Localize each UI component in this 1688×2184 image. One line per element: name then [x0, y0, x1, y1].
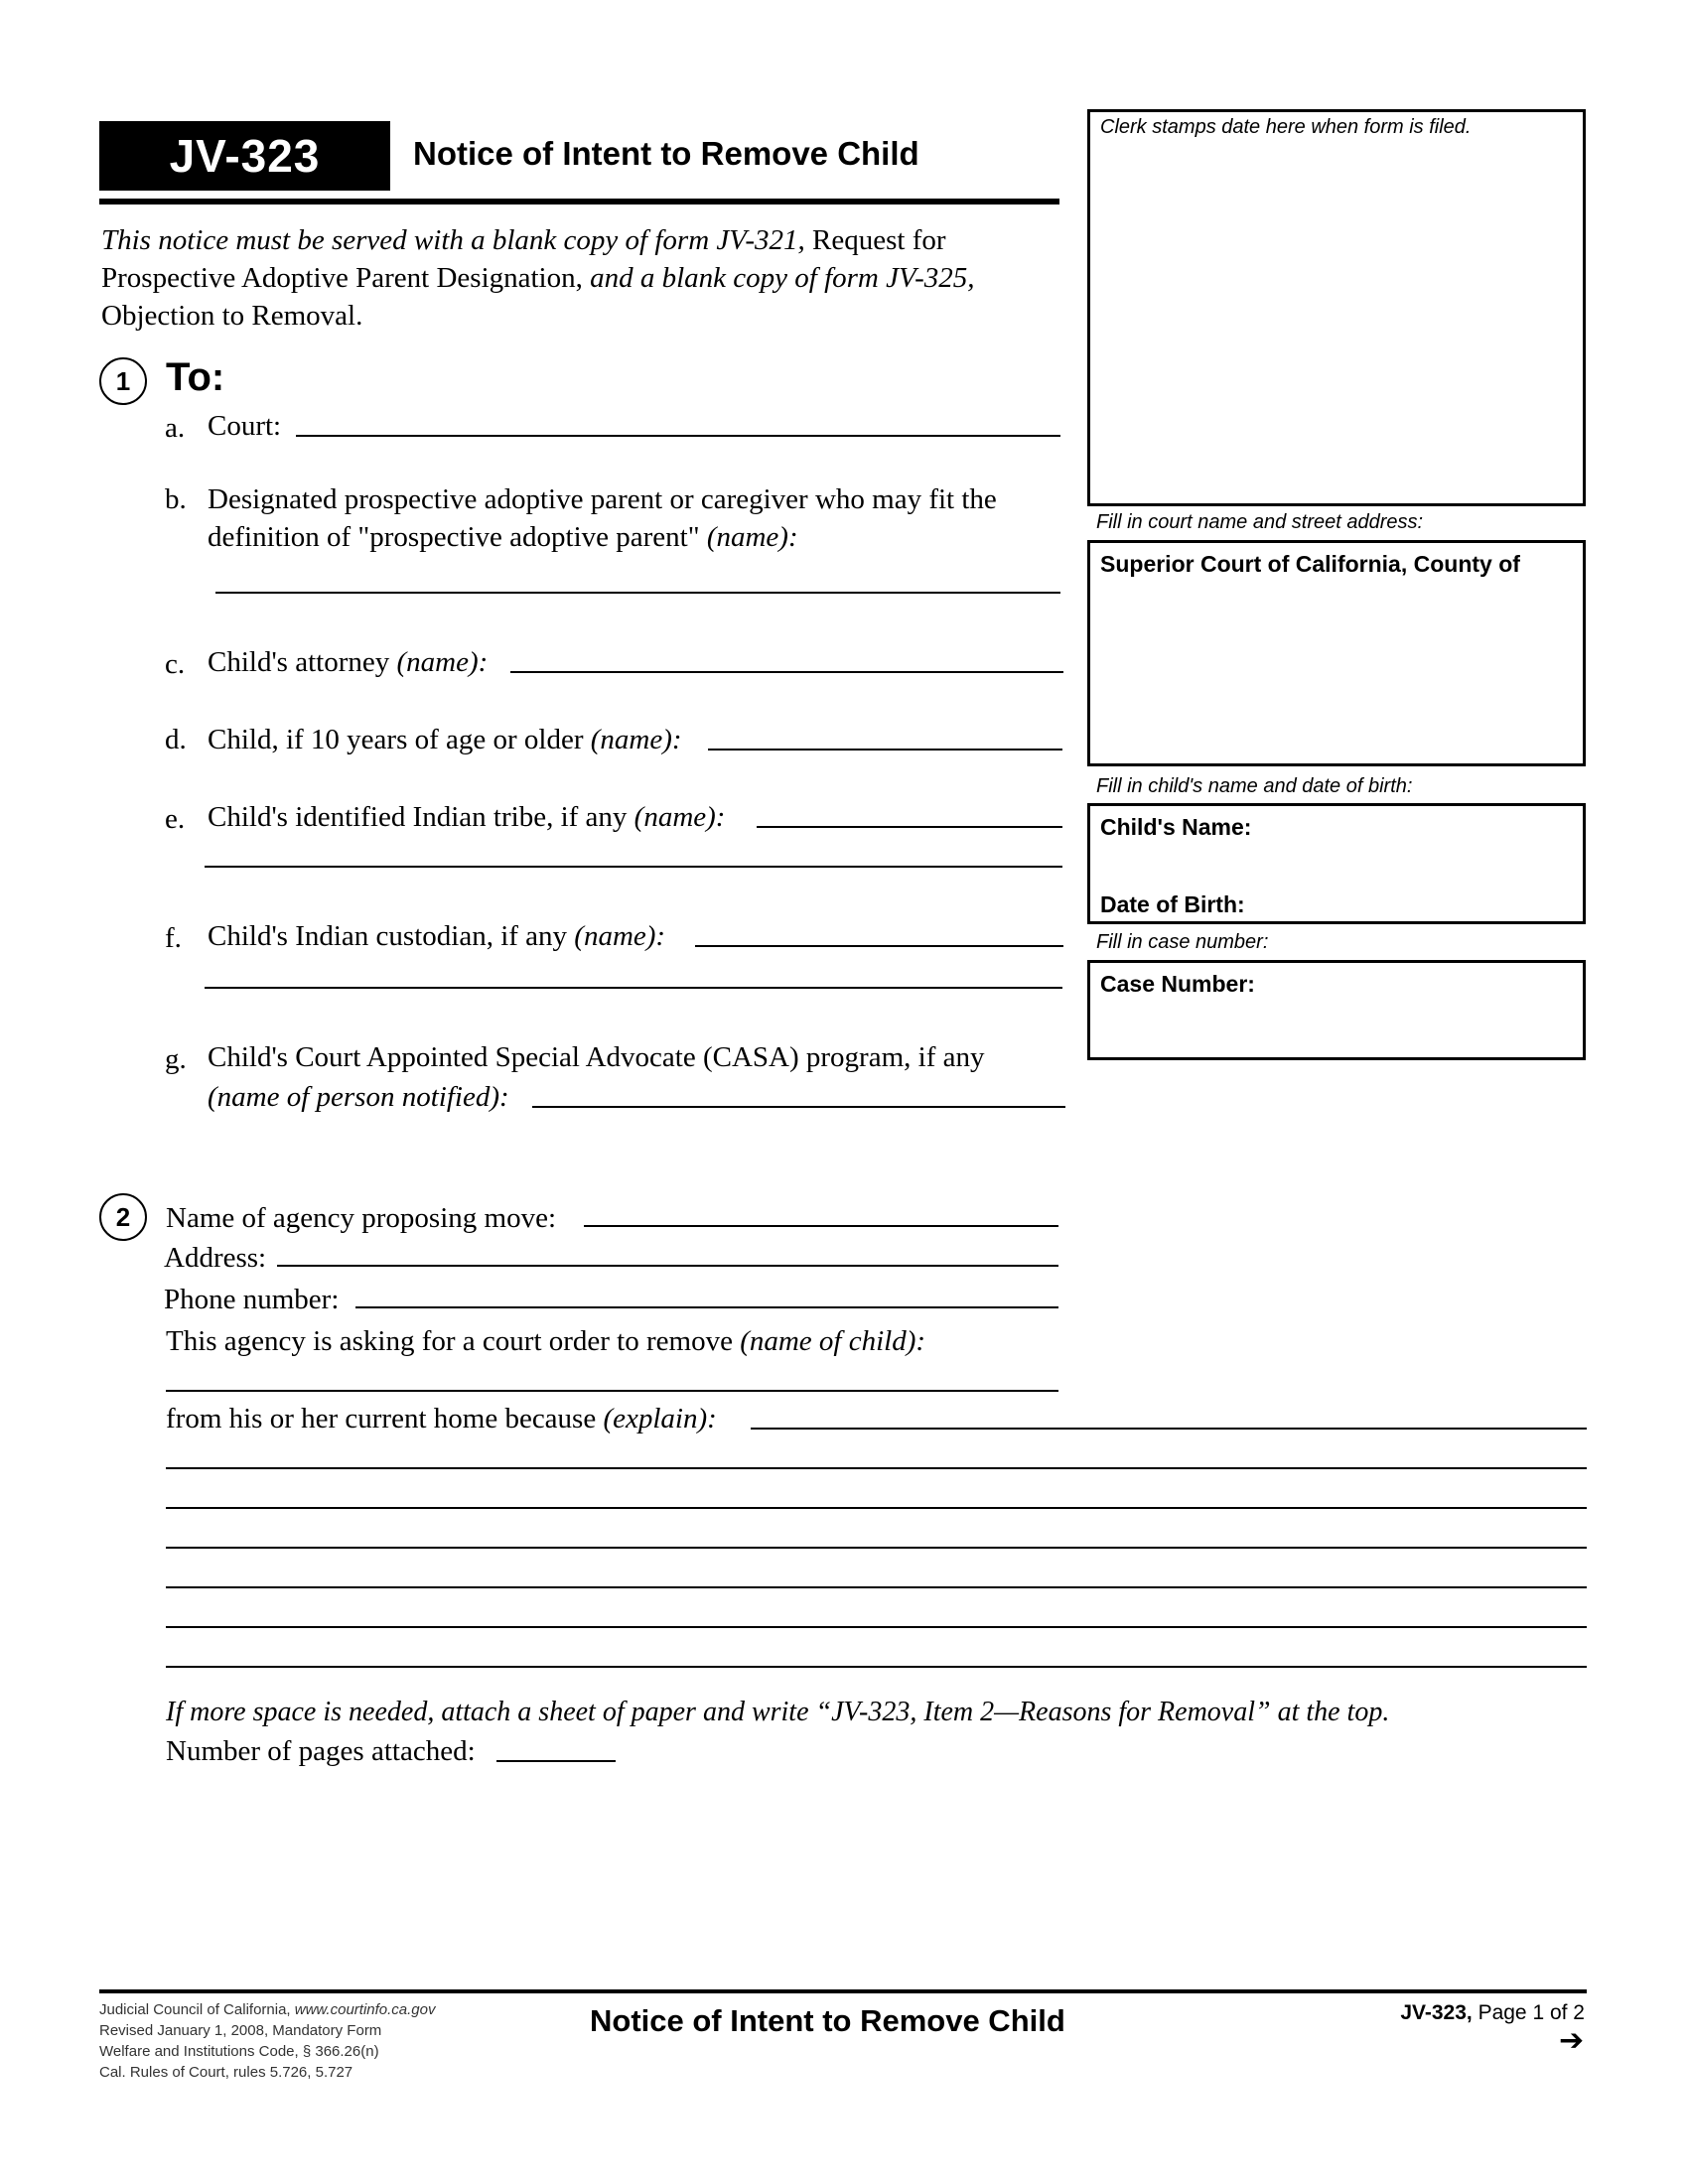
- reason-field-3[interactable]: [166, 1473, 1587, 1507]
- indian-custodian-field[interactable]: [695, 911, 1063, 945]
- footer-code: Welfare and Institutions Code, § 366.26(n): [99, 2043, 379, 2060]
- child-attorney-field[interactable]: [510, 637, 1063, 671]
- clerk-stamp-label: Clerk stamps date here when form is filed.: [1100, 116, 1472, 138]
- footer-title: Notice of Intent to Remove Child: [590, 2003, 1065, 2038]
- item-c-label: Child's attorney (name):: [208, 646, 489, 678]
- child-name-field[interactable]: [708, 715, 1062, 749]
- footer-page-number: Page 1 of 2: [1472, 2001, 1585, 2024]
- child-to-remove-field[interactable]: [166, 1356, 1058, 1390]
- address-label: Address:: [164, 1242, 267, 1274]
- reason-line-5: [166, 1586, 1587, 1588]
- phone-field[interactable]: [355, 1273, 1058, 1306]
- indian-custodian-line: [695, 945, 1063, 947]
- more-space-note: If more space is needed, attach a sheet of paper and write “JV-323, Item 2—Reasons for Removal” at the top.: [166, 1697, 1390, 1727]
- because-label: from his or her current home because (explain):: [166, 1403, 717, 1434]
- section-1-heading: To:: [166, 355, 225, 399]
- item-e-letter: e.: [165, 803, 186, 835]
- case-box-caption: Fill in case number:: [1096, 931, 1269, 953]
- casa-field[interactable]: [532, 1072, 1065, 1106]
- indian-custodian-line-2: [205, 987, 1062, 989]
- pages-attached-label: Number of pages attached:: [166, 1735, 476, 1767]
- dob-label: Date of Birth:: [1100, 891, 1245, 917]
- agency-name-field[interactable]: [584, 1191, 1058, 1225]
- court-line: [296, 435, 1060, 437]
- pages-attached-field[interactable]: [496, 1726, 616, 1760]
- phone-line: [355, 1306, 1058, 1308]
- reason-field-1[interactable]: [751, 1394, 1587, 1428]
- item-g-hint: (name of person notified):: [208, 1081, 509, 1113]
- asking-label: This agency is asking for a court order to remove (name of child):: [166, 1325, 926, 1357]
- court-box-caption: Fill in court name and street address:: [1096, 511, 1424, 533]
- agency-label: Name of agency proposing move:: [166, 1202, 557, 1234]
- form-number: JV-323: [169, 130, 321, 182]
- item-f-letter: f.: [165, 922, 182, 954]
- reason-field-4[interactable]: [166, 1513, 1587, 1547]
- child-box-caption: Fill in child's name and date of birth:: [1096, 775, 1413, 797]
- next-page-arrow-icon[interactable]: ➔: [1559, 2024, 1585, 2057]
- item-b-label-line2: definition of "prospective adoptive parent" (name):: [208, 521, 798, 553]
- page-title: Notice of Intent to Remove Child: [413, 135, 919, 172]
- item-d-label: Child, if 10 years of age or older (name):: [208, 724, 682, 755]
- child-name-label: Child's Name:: [1100, 814, 1252, 840]
- form-number-badge: [99, 121, 390, 191]
- child-to-remove-line: [166, 1390, 1058, 1392]
- prospective-parent-line: [215, 592, 1060, 594]
- reason-line-1: [751, 1428, 1587, 1430]
- reason-line-6: [166, 1626, 1587, 1628]
- case-number-box[interactable]: [1087, 960, 1586, 1060]
- address-line: [277, 1265, 1058, 1267]
- item-f-label: Child's Indian custodian, if any (name):: [208, 920, 666, 952]
- reason-field-2[interactable]: [166, 1433, 1587, 1467]
- reason-line-4: [166, 1547, 1587, 1549]
- child-info-box[interactable]: [1087, 803, 1586, 924]
- section-2-number: 2: [99, 1193, 147, 1241]
- footer-council: Judicial Council of California, www.courtinfo.ca.gov: [99, 2001, 436, 2018]
- section-1-number: 1: [99, 357, 147, 405]
- indian-tribe-line: [757, 826, 1062, 828]
- indian-tribe-field[interactable]: [757, 792, 1062, 826]
- reason-line-7: [166, 1666, 1587, 1668]
- footer-citation: [99, 1999, 436, 2083]
- court-name-box[interactable]: [1087, 540, 1586, 766]
- header-rule: [99, 199, 1059, 205]
- phone-label: Phone number:: [164, 1284, 340, 1315]
- item-a-letter: a.: [165, 412, 186, 444]
- casa-line: [532, 1106, 1065, 1108]
- intro-notice: This notice must be served with a blank copy of form JV-321, Request for Prospective Adoptive Parent Designation, and a blank copy of form JV-325, Objection to Removal.: [101, 224, 975, 332]
- court-name-text: Superior Court of California, County of: [1100, 551, 1520, 577]
- reason-field-5[interactable]: [166, 1553, 1587, 1586]
- item-a-label: Court:: [208, 410, 282, 442]
- item-c-letter: c.: [165, 648, 186, 680]
- reason-line-2: [166, 1467, 1587, 1469]
- court-field[interactable]: [296, 401, 1060, 435]
- clerk-stamp-box[interactable]: [1087, 109, 1586, 506]
- child-name-line: [708, 749, 1062, 751]
- prospective-parent-field[interactable]: [215, 558, 1060, 592]
- item-b-label-line1: Designated prospective adoptive parent or caregiver who may fit the: [208, 483, 997, 515]
- footer-website[interactable]: www.courtinfo.ca.gov: [294, 2001, 436, 2018]
- item-g-label: Child's Court Appointed Special Advocate (CASA) program, if any: [208, 1041, 985, 1073]
- footer-revised: Revised January 1, 2008, Mandatory Form: [99, 2022, 382, 2039]
- pages-attached-line: [496, 1760, 616, 1762]
- indian-tribe-field-2[interactable]: [205, 832, 1062, 866]
- reason-line-3: [166, 1507, 1587, 1509]
- item-b-letter: b.: [165, 483, 187, 515]
- item-d-letter: d.: [165, 724, 187, 755]
- indian-custodian-field-2[interactable]: [205, 953, 1062, 987]
- item-g-letter: g.: [165, 1043, 187, 1075]
- reason-field-7[interactable]: [166, 1632, 1587, 1666]
- case-number-label: Case Number:: [1100, 971, 1255, 997]
- indian-tribe-line-2: [205, 866, 1062, 868]
- reason-field-6[interactable]: [166, 1592, 1587, 1626]
- child-attorney-line: [510, 671, 1063, 673]
- footer-page-info: [1370, 2001, 1585, 2025]
- agency-name-line: [584, 1225, 1058, 1227]
- address-field[interactable]: [277, 1231, 1058, 1265]
- footer-form-ref: JV-323,: [1400, 2001, 1473, 2024]
- footer-rule: [99, 1989, 1587, 1993]
- footer-rules: Cal. Rules of Court, rules 5.726, 5.727: [99, 2064, 353, 2081]
- item-e-label: Child's identified Indian tribe, if any (name):: [208, 801, 726, 833]
